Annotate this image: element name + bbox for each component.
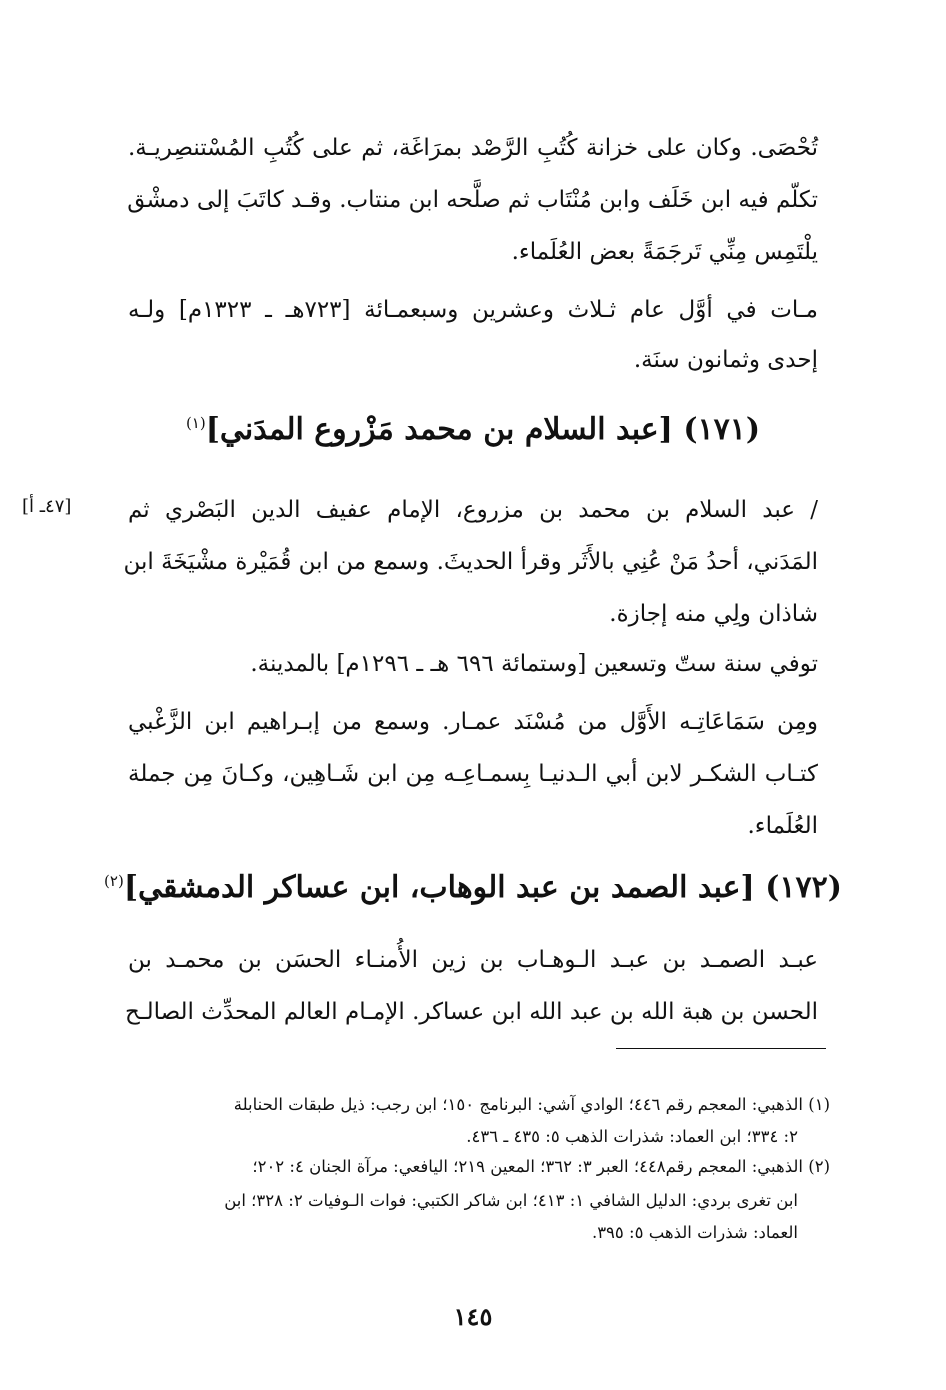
body-line: شاذان ولِي منه إجازة.	[609, 601, 818, 627]
body-line: عبـد الصمـد بن عبـد الـوهـاب بن زين الأُمنـاء الحسَن بن محمـد بن	[128, 947, 818, 973]
body-line: تكلّم فيه ابن خَلَف وابن مُنْتَاب ثم صلَّحه ابن منتاب. وقـد كاتَبَ إلى دمشْق	[127, 187, 818, 213]
entry-heading-text: (١٧١) [عبد السلام بن محمد مَزْروع المدَني]	[205, 412, 761, 447]
body-line: ومِن سَمَاعَاتِـه الأَوَّل من مُسْنَد عمـار. وسمع من إبـراهيم ابن الزَّغْبي	[128, 709, 818, 735]
page-number: ١٤٥	[453, 1302, 493, 1331]
body-line: / عبد السلام بن محمد بن مزروع، الإمام عفيف الدين البَصْري ثم	[128, 497, 818, 523]
body-line: يلْتَمِس مِنِّي تَرجَمَةً بعض العُلَماء.	[511, 239, 818, 265]
body-line: تُحْصَى. وكان على خزانة كُتُبِ الرَّصْد بمرَاغَة، ثم على كُتُبِ المُسْتنصِريـة.	[128, 135, 818, 161]
body-line: الحسن بن هبة الله بن عبد الله ابن عساكر. الإمـام العالم المحدِّث الصالـح	[125, 999, 818, 1025]
body-line: توفي سنة ستّ وتسعين [وستمائة ٦٩٦ هـ ـ ١٢٩٦م] بالمدينة.	[250, 651, 818, 677]
body-line: المَدَني، أحدُ مَنْ عُنِي بالأَثَر وقرأ الحديثَ. وسمع من ابن قُمَيْرة مشْيَخَةَ ابن	[123, 549, 818, 575]
footnote-line: ٢: ٣٣٤؛ ابن العماد: شذرات الذهب ٥: ٤٣٥ ـ ٤٣٦.	[466, 1127, 798, 1146]
entry-heading-text: (١٧٢) [عبد الصمد بن عبد الوهاب، ابن عساكر الدمشقي]	[123, 870, 842, 905]
footnote-mark: (٢)	[104, 872, 124, 890]
footnote-mark: (١)	[185, 414, 206, 432]
entry-172-heading	[0, 870, 946, 905]
footnote-line: (١) الذهبي: المعجم رقم ٤٤٦؛ الوادي آشي: البرنامج ١٥٠؛ ابن رجب: ذيل طبقات الحنابلة	[233, 1095, 830, 1114]
footnote-separator	[616, 1048, 826, 1049]
entry-171-heading	[0, 412, 946, 447]
footnote-line: (٢) الذهبي: المعجم رقم٤٤٨؛ العبر ٣: ٣٦٢؛ المعين ٢١٩؛ اليافعي: مرآة الجنان ٤: ٢٠٢؛	[252, 1157, 830, 1176]
body-line: العُلَماء.	[747, 813, 818, 839]
body-line: إحدى وثمانون سنَة.	[633, 347, 818, 373]
manuscript-folio-reference: [٤٧ـ أ]	[22, 496, 72, 517]
footnote-line: العماد: شذرات الذهب ٥: ٣٩٥.	[591, 1223, 798, 1242]
footnote-line: ابن تغرى بردي: الدليل الشافي ١: ٤١٣؛ ابن شاكر الكتبي: فوات الـوفيات ٢: ٣٢٨؛ ابن	[224, 1191, 798, 1210]
body-line: كتـاب الشكـر لابن أبي الـدنيـا بِسمـاعِـه مِن ابن شَـاهِين، وكـانَ مِن جملة	[128, 761, 818, 787]
body-line: مـات في أوَّل عام ثـلاث وعشرين وسبعمـائة [٧٢٣هـ ـ ١٣٢٣م] ولـه	[128, 297, 818, 323]
